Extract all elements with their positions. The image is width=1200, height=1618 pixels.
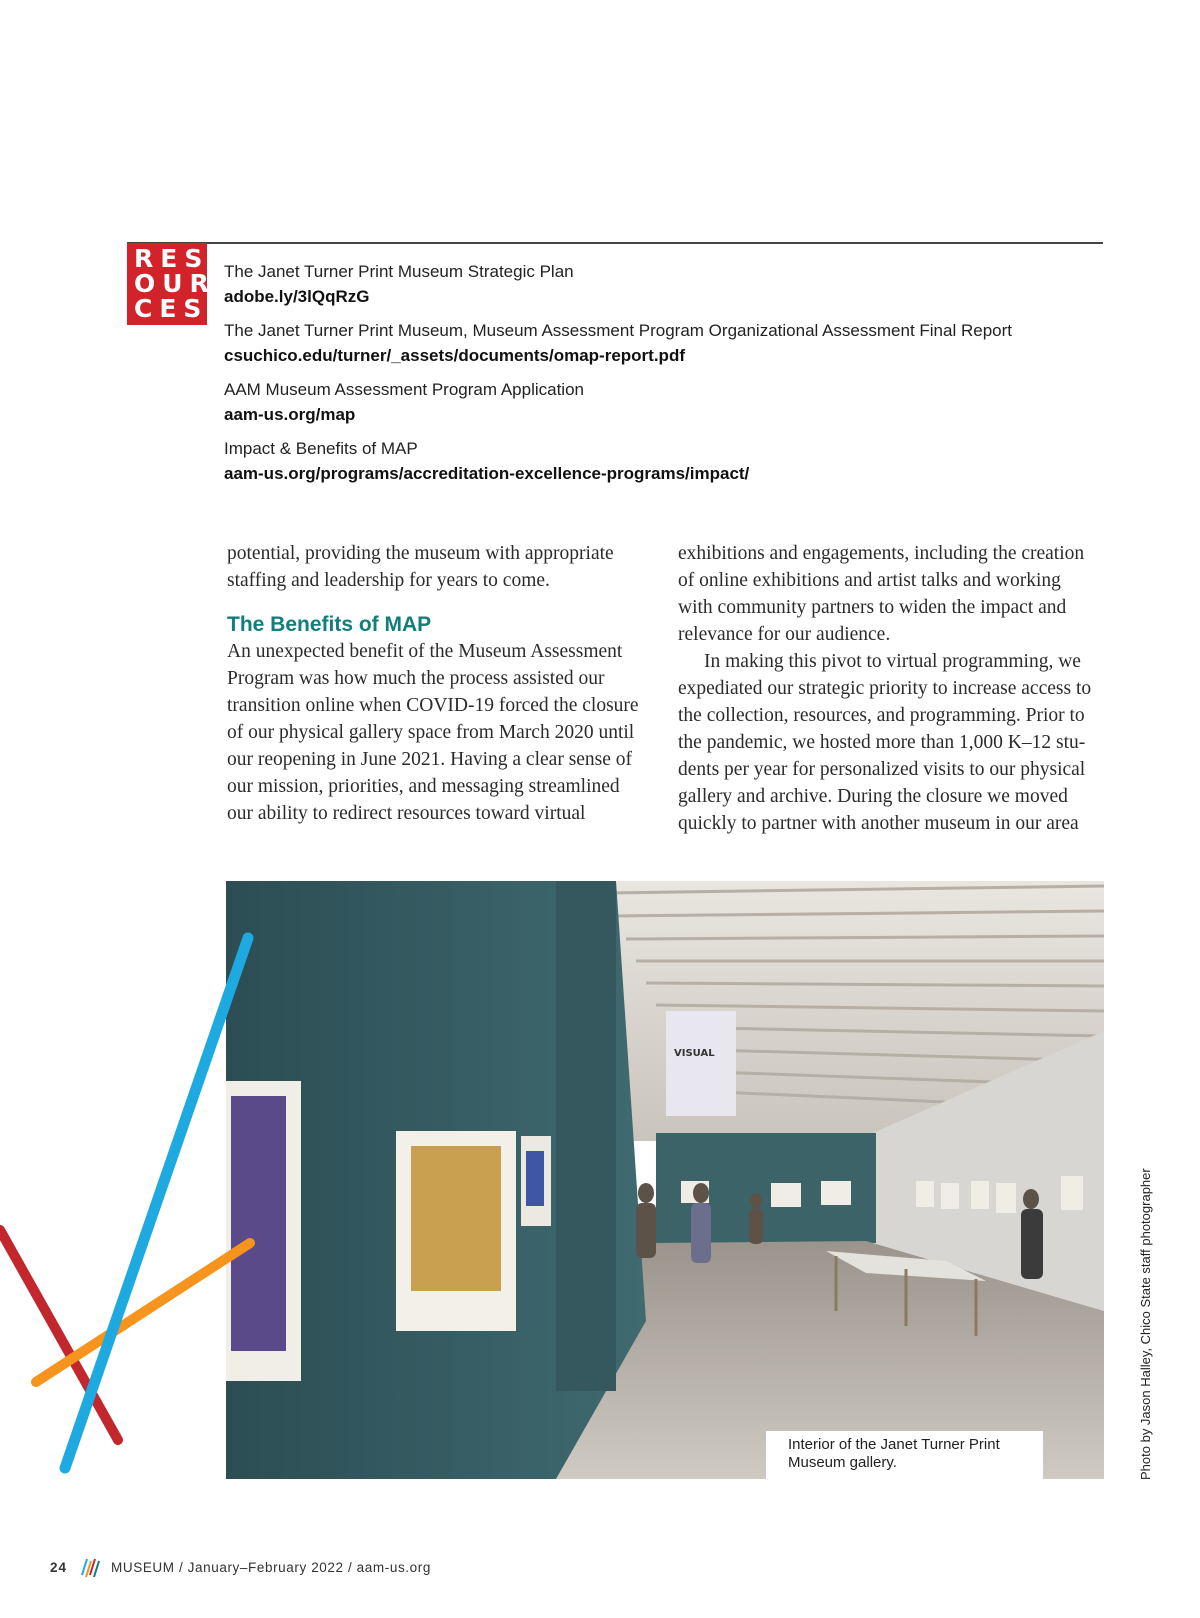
resource-title: AAM Museum Assessment Program Application [224, 380, 584, 399]
resource-item [224, 378, 1104, 427]
resource-link[interactable]: adobe.ly/3lQqRzG [224, 287, 370, 306]
resources-rule [127, 242, 1103, 244]
resource-title: The Janet Turner Print Museum Strategic Plan [224, 262, 574, 281]
badge-row: RES [134, 244, 210, 273]
museum-logo-icon [79, 1555, 103, 1579]
resources-list [224, 260, 1104, 496]
blue-stroke [65, 938, 248, 1468]
article-paragraph: potential, providing the museum with appropriate staffing and leadership for years to come. [227, 543, 614, 591]
resource-item [224, 260, 1104, 309]
orange-stroke [36, 1243, 250, 1382]
gallery-illustration [226, 881, 1104, 1479]
badge-row: OUR [134, 269, 216, 298]
resource-link[interactable]: aam-us.org/map [224, 405, 356, 424]
resource-item [224, 437, 1104, 486]
page-footer [50, 1555, 431, 1579]
badge-row: CES [134, 294, 209, 323]
article-column-right [678, 540, 1098, 837]
article-column-left [227, 540, 647, 827]
photo-caption: Interior of the Janet Turner Print Museum gallery. [766, 1431, 1043, 1479]
resource-title: The Janet Turner Print Museum, Museum Assessment Program Organizational Assessment Final Report [224, 321, 1012, 340]
resource-item [224, 319, 1104, 368]
section-heading: The Benefits of MAP [227, 613, 432, 636]
resource-link[interactable]: aam-us.org/programs/accreditation-excellence-programs/impact/ [224, 464, 750, 483]
article-paragraph: In making this pivot to virtual programming, we expediated our strategic priority to increase access to the collection, resources, and programming. Prior to the pandemic, we hosted more than 1,000 K–12 students per year for personalized visits to our physical gallery and archive. During the closure we moved quickly to partner with another museum in our area [678, 651, 1092, 834]
resources-badge [127, 243, 216, 325]
gallery-photo [226, 881, 1104, 1479]
footer-publication: MUSEUM / January–February 2022 / aam-us.org [111, 1559, 431, 1575]
resource-title: Impact & Benefits of MAP [224, 439, 418, 458]
article-paragraph: exhibitions and engagements, including the creation of online exhibitions and artist talks and working with community partners to widen the impact and relevance for our audience. [678, 543, 1085, 645]
resource-link[interactable]: csuchico.edu/turner/_assets/documents/omap-report.pdf [224, 346, 685, 365]
decorative-lines [0, 930, 270, 1490]
article-paragraph: An unexpected benefit of the Museum Assessment Program was how much the process assisted our transition online when COVID-19 forced the closure of our physical gallery space from March 2020 until our reopening in June 2021. Having a clear sense of our mission, priorities, and messaging streamlined our ability to redirect resources toward virtual [227, 641, 639, 824]
page-number: 24 [50, 1559, 68, 1575]
banner-text: VISUAL [674, 1048, 715, 1059]
photo-credit: Photo by Jason Halley, Chico State staff photographer [1138, 1168, 1153, 1480]
